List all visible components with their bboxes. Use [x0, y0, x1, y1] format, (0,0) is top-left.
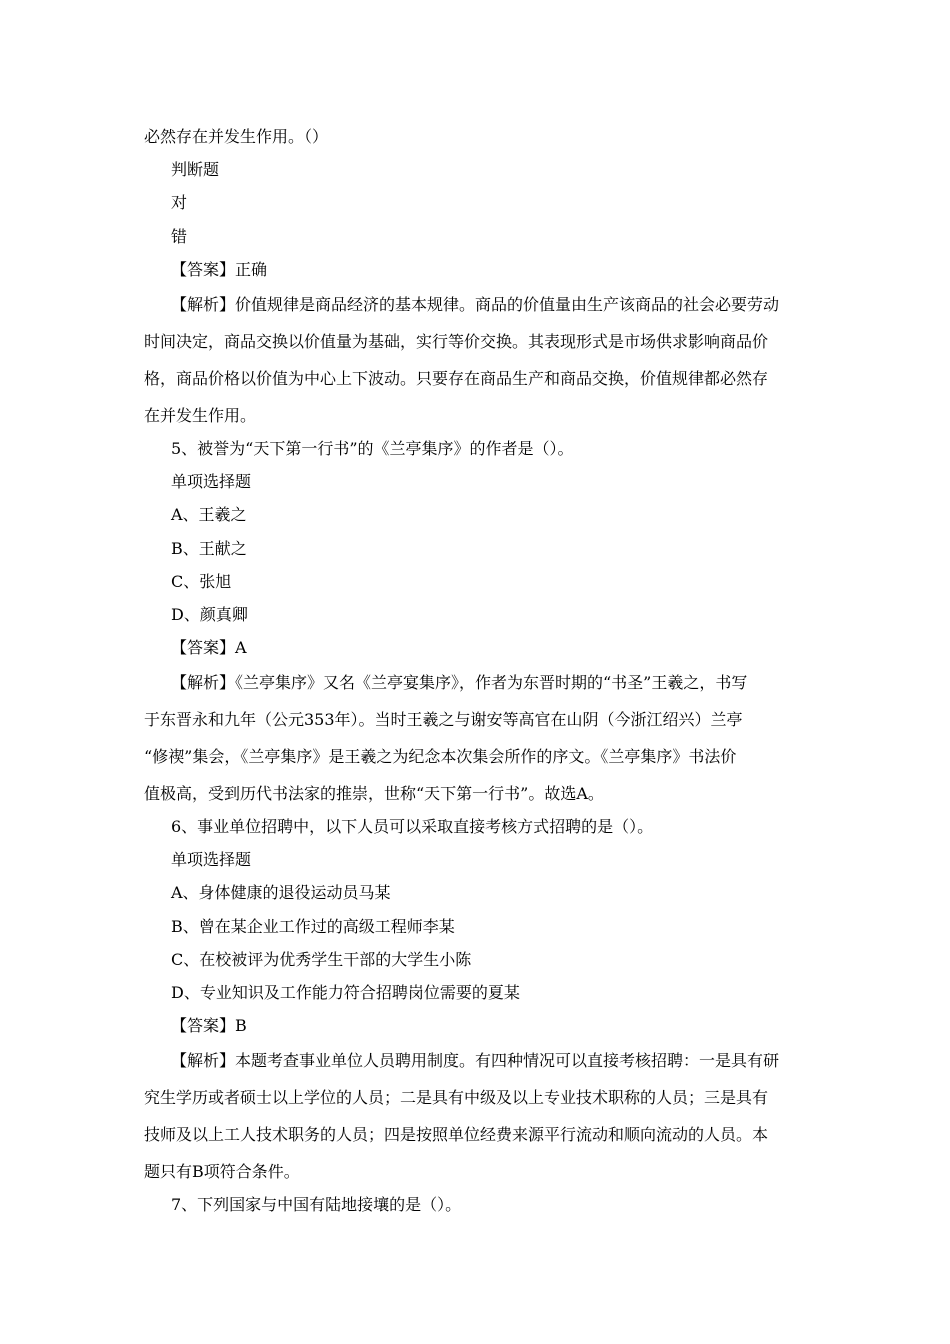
q5-stem: 5、被誉为“天下第一行书”的《兰亭集序》的作者是（）。 — [171, 439, 574, 458]
q5-explanation-line-4: 值极高，受到历代书法家的推崇，世称“天下第一行书”。故选A。 — [144, 784, 604, 803]
q6-option-d: D、专业知识及工作能力符合招聘岗位需要的夏某 — [171, 983, 520, 1002]
q4-option-false: 错 — [171, 227, 188, 246]
q6-option-c: C、在校被评为优秀学生干部的大学生小陈 — [171, 950, 472, 969]
q4-type: 判断题 — [171, 160, 220, 179]
q5-explanation-line-1: 【解析】《兰亭集序》又名《兰亭宴集序》，作者为东晋时期的“书圣”王羲之，书写 — [171, 673, 748, 692]
q4-explanation-line-1: 【解析】价值规律是商品经济的基本规律。商品的价值量由生产该商品的社会必要劳动 — [171, 295, 780, 314]
q6-explanation-line-4: 题只有B项符合条件。 — [144, 1162, 300, 1181]
q4-explanation-line-4: 在并发生作用。 — [144, 406, 257, 425]
q5-explanation-line-2: 于东晋永和九年（公元353年）。当时王羲之与谢安等高官在山阴（今浙江绍兴）兰亭 — [144, 710, 743, 729]
q5-type: 单项选择题 — [171, 472, 252, 491]
q4-stem-continuation: 必然存在并发生作用。（） — [144, 127, 329, 146]
q4-explanation-line-2: 时间决定，商品交换以价值量为基础，实行等价交换。其表现形式是市场供求影响商品价 — [144, 332, 769, 351]
q6-option-a: A、身体健康的退役运动员马某 — [171, 883, 391, 902]
q5-option-b: B、王献之 — [171, 539, 247, 558]
q6-type: 单项选择题 — [171, 850, 252, 869]
q6-explanation-line-3: 技师及以上工人技术职务的人员；四是按照单位经费来源平行流动和顺向流动的人员。本 — [144, 1125, 769, 1144]
q6-answer: 【答案】B — [171, 1016, 247, 1035]
q6-explanation-line-1: 【解析】本题考查事业单位人员聘用制度。有四种情况可以直接考核招聘：一是具有研 — [171, 1051, 780, 1070]
q5-option-a: A、王羲之 — [171, 505, 247, 524]
q5-option-c: C、张旭 — [171, 572, 232, 591]
q4-answer: 【答案】正确 — [171, 260, 268, 279]
q4-explanation-line-3: 格，商品价格以价值为中心上下波动。只要存在商品生产和商品交换，价值规律都必然存 — [144, 369, 769, 388]
q5-answer: 【答案】A — [171, 638, 247, 657]
q6-explanation-line-2: 究生学历或者硕士以上学位的人员；二是具有中级及以上专业技术职称的人员；三是具有 — [144, 1088, 769, 1107]
q5-option-d: D、颜真卿 — [171, 605, 248, 624]
q6-stem: 6、事业单位招聘中，以下人员可以采取直接考核方式招聘的是（）。 — [171, 817, 654, 836]
q4-option-true: 对 — [171, 193, 188, 212]
q5-explanation-line-3: “修禊”集会，《兰亭集序》是王羲之为纪念本次集会所作的序文。《兰亭集序》书法价 — [144, 747, 737, 766]
q7-stem: 7、下列国家与中国有陆地接壤的是（）。 — [171, 1195, 462, 1214]
q6-option-b: B、曾在某企业工作过的高级工程师李某 — [171, 917, 455, 936]
